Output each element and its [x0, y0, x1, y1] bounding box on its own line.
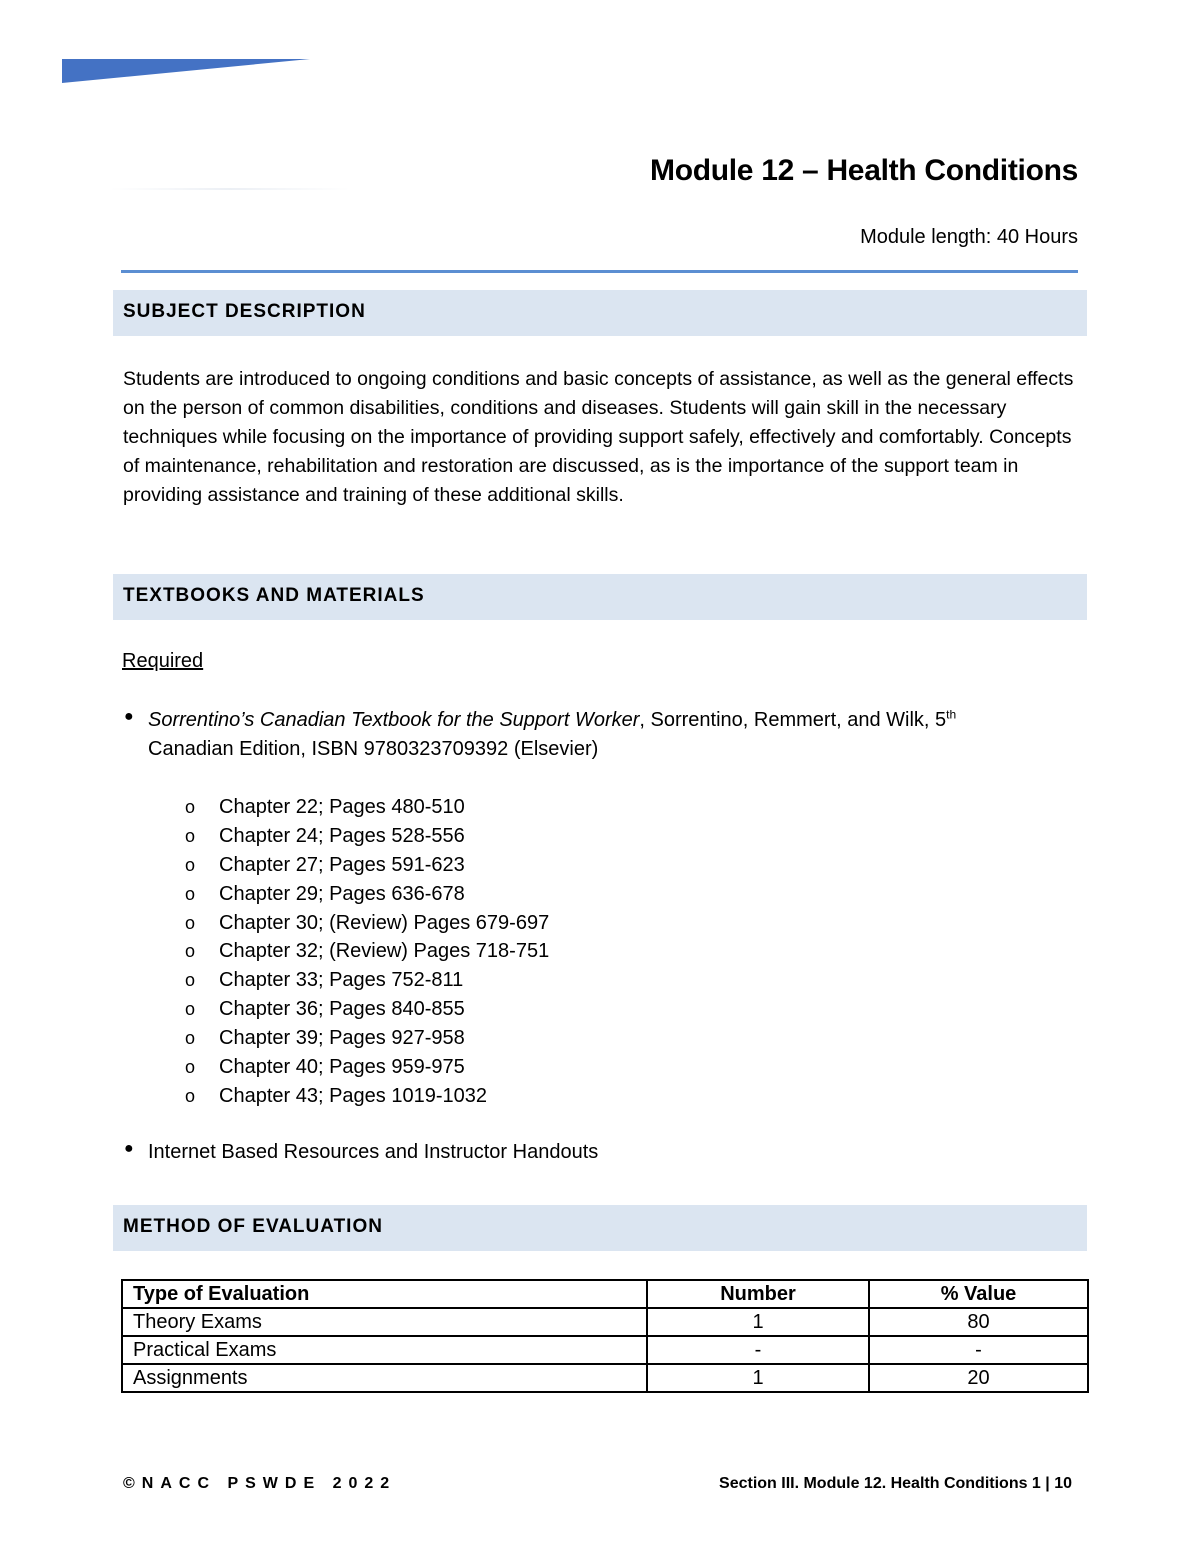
required-label: Required [122, 650, 204, 672]
list-item: o Chapter 32; (Review) Pages 718-751 [185, 937, 549, 966]
circle-bullet-icon: o [185, 941, 196, 962]
evaluation-table [121, 1279, 1089, 1393]
table-cell: Theory Exams [122, 1308, 647, 1336]
section-evaluation [113, 1205, 1087, 1251]
list-item: o Chapter 22; Pages 480-510 [185, 793, 549, 822]
list-item: o Chapter 43; Pages 1019-1032 [185, 1082, 549, 1111]
book-authors: , Sorrentino, Remmert, and Wilk, 5 [639, 709, 947, 731]
table-cell: Assignments [122, 1364, 647, 1392]
chapter-list [185, 793, 549, 1111]
book-edition-isbn: Canadian Edition, ISBN 9780323709392 (Elsevier) [148, 738, 599, 760]
circle-bullet-icon: o [185, 1028, 196, 1049]
circle-bullet-icon: o [185, 999, 196, 1020]
list-item: o Chapter 33; Pages 752-811 [185, 966, 549, 995]
list-item: o Chapter 24; Pages 528-556 [185, 822, 549, 851]
list-item: o Chapter 29; Pages 636-678 [185, 880, 549, 909]
list-item: o Chapter 39; Pages 927-958 [185, 1024, 549, 1053]
table-cell: Practical Exams [122, 1336, 647, 1364]
table-cell: 80 [869, 1308, 1088, 1336]
footer-copyright: ©NACC PSWDE 2022 [123, 1475, 397, 1492]
table-row [122, 1364, 1088, 1392]
table-cell: - [647, 1336, 869, 1364]
module-length: Module length: 40 Hours [860, 226, 1078, 248]
footer-page-info: Section III. Module 12. Health Conditions 1 | 10 [719, 1475, 1072, 1492]
other-resources: Internet Based Resources and Instructor Handouts [148, 1141, 599, 1163]
subject-description-text: Students are introduced to ongoing conditions and basic concepts of assistance, as well as the general effects on the person of common disabilities, conditions and diseases. Students will gain skill in the necessary techniques while focusing on the importance of providing support safely, effectively and comfortably. Concepts of maintenance, rehabilitation and restoration are discussed, as is the importance of the support team in providing assistance and training of these additional skills. [123, 368, 1074, 506]
circle-bullet-icon: o [185, 1057, 196, 1078]
list-item: o Chapter 40; Pages 959-975 [185, 1053, 549, 1082]
table-header-row [122, 1280, 1088, 1308]
table-cell: - [869, 1336, 1088, 1364]
section-heading: TEXTBOOKS AND MATERIALS [123, 585, 425, 606]
table-cell: 1 [647, 1308, 869, 1336]
column-header: % Value [869, 1280, 1088, 1308]
section-heading: METHOD OF EVALUATION [123, 1216, 383, 1237]
book-title: Sorrentino’s Canadian Textbook for the Support Worker [148, 709, 640, 731]
circle-bullet-icon: o [185, 854, 196, 875]
list-item: o Chapter 27; Pages 591-623 [185, 851, 549, 880]
circle-bullet-icon: o [185, 797, 196, 817]
section-textbooks [113, 574, 1087, 620]
list-item: o Chapter 30; (Review) Pages 679-697 [185, 909, 549, 938]
column-header: Type of Evaluation [122, 1280, 647, 1308]
circle-bullet-icon: o [185, 912, 196, 933]
table-cell: 1 [647, 1364, 869, 1392]
column-header: Number [647, 1280, 869, 1308]
logo-graphic [62, 59, 310, 83]
table-row [122, 1336, 1088, 1364]
header-divider [121, 270, 1078, 273]
section-subject-description [113, 290, 1087, 336]
table-row [122, 1308, 1088, 1336]
circle-bullet-icon: o [185, 970, 196, 991]
bullet-icon: ● [124, 708, 134, 725]
logo-underline [110, 188, 350, 190]
edition-superscript: th [946, 707, 957, 722]
circle-bullet-icon: o [185, 883, 196, 904]
textbook-entry [148, 706, 956, 764]
section-heading: SUBJECT DESCRIPTION [123, 301, 366, 322]
page-title: Module 12 – Health Conditions [650, 154, 1078, 187]
circle-bullet-icon: o [185, 1085, 196, 1106]
table-cell: 20 [869, 1364, 1088, 1392]
list-item: o Chapter 36; Pages 840-855 [185, 995, 549, 1024]
bullet-icon: ● [124, 1140, 134, 1157]
circle-bullet-icon: o [185, 825, 196, 846]
